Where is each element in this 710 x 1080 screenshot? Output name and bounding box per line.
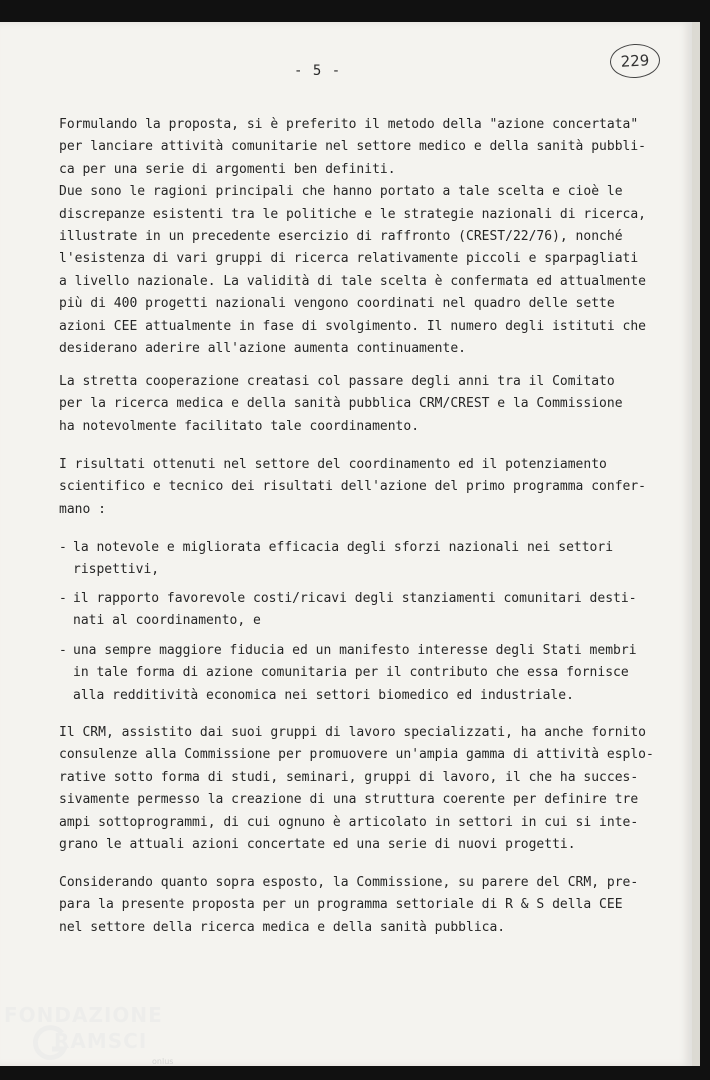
text-line: nel settore della ricerca medica e della sanità pubblica. <box>59 919 506 935</box>
page-number: - 5 - <box>294 63 342 79</box>
bullet-dash: - <box>59 540 67 555</box>
page-edge <box>692 22 700 1066</box>
text-line: per lanciare attività comunitarie nel settore medico e della sanità pubbli- <box>59 139 646 155</box>
text-line: per la ricerca medica e della sanità pubblica CRM/CREST e la Commissione <box>59 396 623 412</box>
watermark-line2: RAMSCI <box>54 1029 148 1053</box>
archive-stamp: 229 <box>609 43 661 80</box>
text-line: alla redditività economica nei settori biomedico ed industriale. <box>73 687 574 703</box>
text-line: Due sono le ragioni principali che hanno portato a tale scelta e cioè le <box>59 184 623 200</box>
text-line: I risultati ottenuti nel settore del coordinamento ed il potenziamento <box>59 457 607 472</box>
paragraph-intro <box>59 114 646 360</box>
text-line: in tale forma di azione comunitaria per il contributo che essa fornisce <box>73 665 629 681</box>
text-line: nati al coordinamento, e <box>73 613 261 629</box>
text-line: para la presente proposta per un programma settoriale di R & S della CEE <box>59 897 623 913</box>
text-line: illustrate in un precedente esercizio di raffronto (CREST/22/76), nonché <box>59 228 623 244</box>
paragraph-results <box>59 454 646 521</box>
text-line: scientifico e tecnico dei risultati dell'azione del primo programma confer- <box>59 479 646 495</box>
bullet-dash: - <box>59 643 67 658</box>
text-line: ha notevolmente facilitato tale coordinamento. <box>59 418 420 434</box>
text-line: una sempre maggiore fiducia ed un manifesto interesse degli Stati membri <box>73 643 637 658</box>
text-line: ampi sottoprogrammi, di cui ognuno è articolato in settori in cui si inte- <box>59 814 639 830</box>
paragraph-conclusion <box>59 872 639 939</box>
text-line: l'esistenza di vari gruppi di ricerca relativamente piccoli e sparpagliati <box>59 251 639 267</box>
text-line: a livello nazionale. La validità di tale scelta è confermata ed attualmente <box>59 273 646 289</box>
text-line: rispettivi, <box>73 562 160 578</box>
paragraph-cooperation <box>59 371 639 438</box>
text-line: la notevole e migliorata efficacia degli sforzi nazionali nei settori <box>73 540 614 555</box>
text-line: consulenze alla Commissione per promuovere un'ampia gamma di attività esplo- <box>59 747 654 763</box>
text-line: mano : <box>59 501 106 517</box>
text-line: grano le attuali azioni concertate ed una serie di nuovi progetti. <box>59 836 576 852</box>
text-line: desiderano aderire all'azione aumenta continuamente. <box>59 340 466 356</box>
text-line: discrepanze esistenti tra le politiche e le strategie nazionali di ricerca, <box>59 206 646 222</box>
watermark-line1: FONDAZIONE <box>4 1003 163 1027</box>
watermark-suffix: onlus <box>152 1057 174 1066</box>
bullet-dash: - <box>59 591 67 606</box>
paragraph-crm <box>59 722 654 856</box>
text-line: azioni CEE attualmente in fase di svolgimento. Il numero degli istituti che <box>59 318 646 334</box>
text-line: Il CRM, assistito dai suoi gruppi di lavoro specializzati, ha anche fornito <box>59 725 646 740</box>
text-line: La stretta cooperazione creatasi col passare degli anni tra il Comitato <box>59 374 615 389</box>
text-line: il rapporto favorevole costi/ricavi degli stanziamenti comunitari desti- <box>73 591 637 606</box>
text-line: ca per una serie di argomenti ben definiti. <box>59 161 396 177</box>
text-line: rative sotto forma di studi, seminari, gruppi di lavoro, il che ha succes- <box>59 769 639 785</box>
text-line: Formulando la proposta, si è preferito il metodo della "azione concertata" <box>59 117 639 132</box>
fondazione-gramsci-watermark <box>4 1003 194 1075</box>
text-line: sivamente permesso la creazione di una struttura coerente per definire tre <box>59 792 639 808</box>
text-line: Considerando quanto sopra esposto, la Commissione, su parere del CRM, pre- <box>59 875 639 890</box>
text-line: più di 400 progetti nazionali vengono coordinati nel quadro delle sette <box>59 296 615 312</box>
